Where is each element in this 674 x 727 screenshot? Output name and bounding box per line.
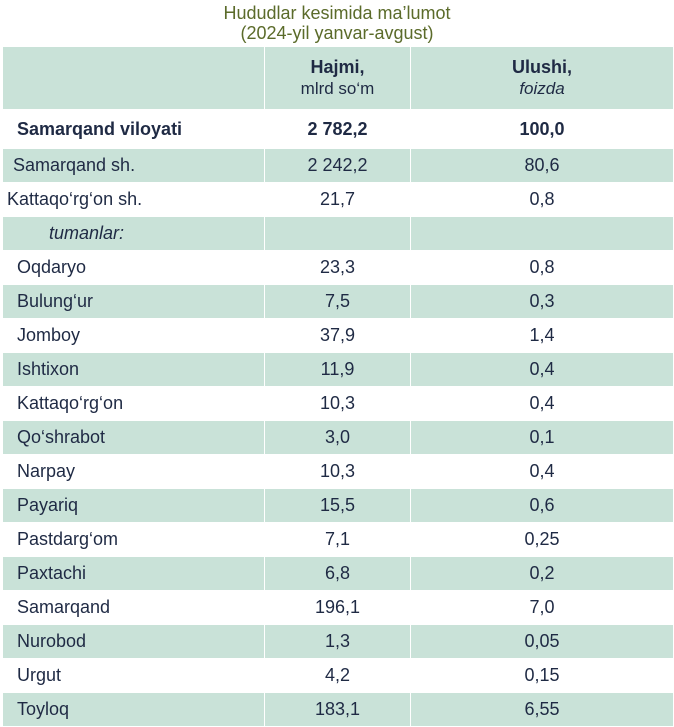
district-name: Narpay bbox=[3, 455, 265, 489]
empty-cell bbox=[411, 217, 674, 251]
district-volume: 15,5 bbox=[265, 489, 411, 523]
table-row bbox=[3, 353, 674, 387]
header-volume-unit: mlrd so‘m bbox=[300, 79, 375, 98]
district-name: Payariq bbox=[3, 489, 265, 523]
district-share: 0,3 bbox=[411, 285, 674, 319]
district-share: 6,55 bbox=[411, 693, 674, 727]
city-volume: 2 242,2 bbox=[265, 149, 411, 183]
district-name: Kattaqo‘rg‘on bbox=[3, 387, 265, 421]
table-row bbox=[3, 489, 674, 523]
district-volume: 23,3 bbox=[265, 251, 411, 285]
region-share: 100,0 bbox=[411, 110, 674, 149]
district-share: 0,1 bbox=[411, 421, 674, 455]
table-row bbox=[3, 251, 674, 285]
table-title bbox=[0, 0, 674, 43]
district-name: Oqdaryo bbox=[3, 251, 265, 285]
district-volume: 7,5 bbox=[265, 285, 411, 319]
district-volume: 11,9 bbox=[265, 353, 411, 387]
district-share: 0,25 bbox=[411, 523, 674, 557]
city-share: 0,8 bbox=[411, 183, 674, 217]
district-share: 0,05 bbox=[411, 625, 674, 659]
district-share: 0,6 bbox=[411, 489, 674, 523]
title-line-1: Hududlar kesimida ma’lumot bbox=[223, 3, 451, 23]
district-name: Urgut bbox=[3, 659, 265, 693]
table-row bbox=[3, 285, 674, 319]
table-row bbox=[3, 659, 674, 693]
district-volume: 6,8 bbox=[265, 557, 411, 591]
city-name: Kattaqo‘rg‘on sh. bbox=[3, 183, 265, 217]
district-volume: 4,2 bbox=[265, 659, 411, 693]
header-name-cell bbox=[3, 47, 265, 110]
header-share bbox=[411, 47, 674, 110]
district-volume: 37,9 bbox=[265, 319, 411, 353]
region-name: Samarqand viloyati bbox=[3, 110, 265, 149]
regional-data-table bbox=[2, 46, 674, 727]
district-name: Pastdarg‘om bbox=[3, 523, 265, 557]
header-share-unit: foizda bbox=[519, 79, 565, 98]
table-row bbox=[3, 183, 674, 217]
district-share: 0,2 bbox=[411, 557, 674, 591]
district-volume: 1,3 bbox=[265, 625, 411, 659]
table-header-row bbox=[3, 47, 674, 110]
district-name: Toyloq bbox=[3, 693, 265, 727]
empty-cell bbox=[265, 217, 411, 251]
district-share: 0,15 bbox=[411, 659, 674, 693]
header-volume bbox=[265, 47, 411, 110]
region-volume: 2 782,2 bbox=[265, 110, 411, 149]
header-share-label: Ulushi, bbox=[511, 57, 572, 77]
table-row bbox=[3, 421, 674, 455]
district-share: 0,4 bbox=[411, 455, 674, 489]
table-row bbox=[3, 591, 674, 625]
district-volume: 3,0 bbox=[265, 421, 411, 455]
table-row bbox=[3, 110, 674, 149]
table-row bbox=[3, 523, 674, 557]
district-share: 0,4 bbox=[411, 387, 674, 421]
title-line-2: (2024-yil yanvar-avgust) bbox=[240, 23, 434, 43]
table-row bbox=[3, 557, 674, 591]
district-volume: 196,1 bbox=[265, 591, 411, 625]
district-share: 0,4 bbox=[411, 353, 674, 387]
district-name: Nurobod bbox=[3, 625, 265, 659]
district-name: Samarqand bbox=[3, 591, 265, 625]
table-row bbox=[3, 387, 674, 421]
districts-subheader: tumanlar: bbox=[3, 217, 265, 251]
city-volume: 21,7 bbox=[265, 183, 411, 217]
district-name: Jomboy bbox=[3, 319, 265, 353]
table-row bbox=[3, 149, 674, 183]
district-volume: 10,3 bbox=[265, 387, 411, 421]
district-share: 0,8 bbox=[411, 251, 674, 285]
district-name: Ishtixon bbox=[3, 353, 265, 387]
district-volume: 10,3 bbox=[265, 455, 411, 489]
district-volume: 183,1 bbox=[265, 693, 411, 727]
district-share: 1,4 bbox=[411, 319, 674, 353]
district-name: Paxtachi bbox=[3, 557, 265, 591]
table-row bbox=[3, 455, 674, 489]
city-name: Samarqand sh. bbox=[3, 149, 265, 183]
header-volume-label: Hajmi, bbox=[310, 57, 365, 77]
district-volume: 7,1 bbox=[265, 523, 411, 557]
table-row bbox=[3, 625, 674, 659]
table-row bbox=[3, 217, 674, 251]
district-share: 7,0 bbox=[411, 591, 674, 625]
district-name: Bulung‘ur bbox=[3, 285, 265, 319]
district-name: Qo‘shrabot bbox=[3, 421, 265, 455]
table-row bbox=[3, 319, 674, 353]
table-row bbox=[3, 693, 674, 727]
city-share: 80,6 bbox=[411, 149, 674, 183]
